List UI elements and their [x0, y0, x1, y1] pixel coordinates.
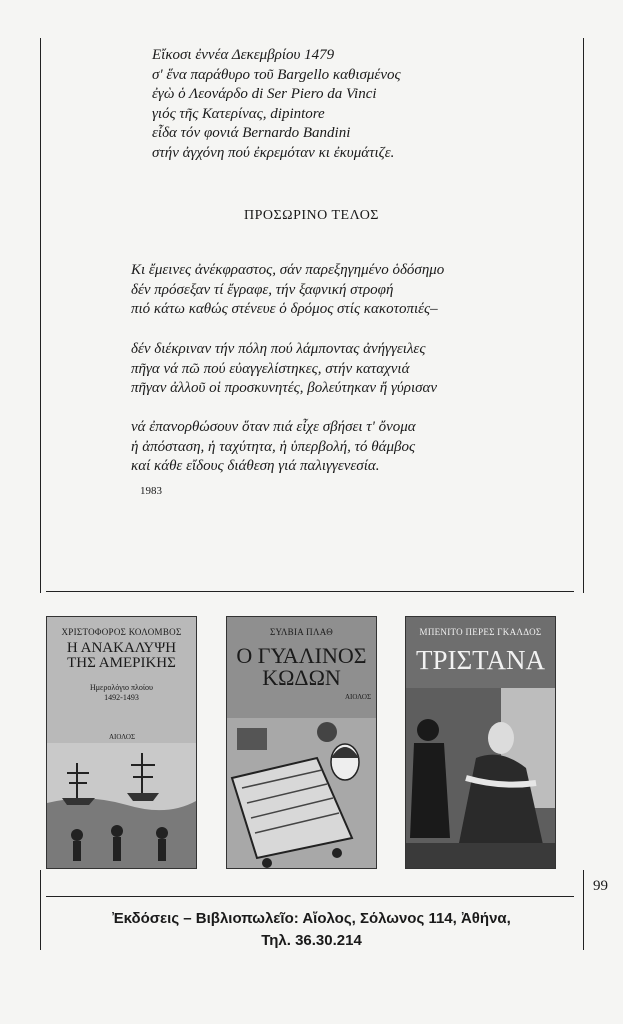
poem-line: εἶδα τόν φονιά Bernardo Bandini: [152, 125, 351, 141]
book-author: ΜΠΕΝΙΤΟ ΠΕΡΕΣ ΓΚΑΛΔΟΣ: [419, 627, 542, 637]
book-title-line: Ο ΓΥΑΛΙΝΟΣ: [236, 643, 367, 668]
right-margin-rule: [583, 38, 584, 593]
poem-intro: [152, 46, 401, 163]
book-subtitle-line: Ημερολόγιο πλοίου: [89, 683, 153, 692]
book-cover-columbus: [46, 616, 197, 869]
poem-line: πῆγα νά πῶ πού εὐαγγελίστηκες, στήν καταχνιά: [131, 360, 410, 377]
book-title: ΤΡΙΣΤΑΝΑ: [415, 645, 546, 675]
book-subtitle-line: 1492-1493: [104, 693, 139, 702]
publisher-address: Ἐκδόσεις – Βιβλιοπωλεῖο: Αἴολος, Σόλωνος 114, Ἀθήνα,: [112, 910, 511, 927]
book-cover-tristana: [405, 616, 556, 869]
poem-year: 1983: [140, 485, 162, 497]
book-title: [47, 641, 196, 671]
divider-top: [46, 591, 574, 592]
poem-line: καί κάθε εἴδους διάθεση γιά παλιγγενεσία.: [131, 458, 380, 474]
poem-line: Εἴκοσι ἐννέα Δεκεμβρίου 1479: [152, 47, 335, 63]
book-subtitle: [47, 683, 196, 703]
poem-line: στήν ἀγχόνη πού ἐκρεμόταν κι ἐκυμάτιζε.: [152, 144, 395, 161]
poem-line: πιό κάτω καθώς στένευε ὁ δρόμος στίς κακοτοπιές–: [131, 301, 438, 317]
left-margin-rule: [40, 38, 41, 593]
poem-line: γιός τῆς Κατερίνας, dipintore: [152, 105, 325, 122]
page-number: 99: [593, 878, 608, 894]
book-title: [227, 645, 376, 689]
book-title-line: ΤΗΣ ΑΜΕΡΙΚΗΣ: [67, 655, 176, 671]
book-cover-plath: [226, 616, 377, 869]
book-title-line: Η ΑΝΑΚΑΛΥΨΗ: [66, 640, 177, 656]
poem-line: ἡ ἀπόσταση, ἡ ταχύτητα, ἡ ὑπερβολή, τό θάμβος: [131, 438, 416, 455]
poem-stanza-3: [131, 418, 416, 477]
publisher-phone: Τηλ. 36.30.214: [261, 932, 362, 949]
book-author: ΧΡΙΣΤΟΦΟΡΟΣ ΚΟΛΟΜΒΟΣ: [61, 627, 182, 637]
book-title-line: ΚΩΔΩΝ: [262, 665, 341, 690]
publisher-mark: ΑΙΟΛΟΣ: [345, 693, 372, 701]
poem-line: Κι ἔμεινες ἀνέκφραστος, σάν παρεξηγημένο ὁδόσημο: [131, 262, 445, 278]
book-author: ΣΥΛΒΙΑ ΠΛΑΘ: [270, 627, 333, 637]
poem-line: ἐγὼ ὁ Λεονάρδο di Ser Piero da Vinci: [152, 86, 377, 102]
poem-line: σ' ἕνα παράθυρο τοῦ Bargello καθισμένος: [152, 66, 401, 83]
ships-illustration: [47, 743, 196, 868]
section-title: ΠΡΟΣΩΡΙΝΟ ΤΕΛΟΣ: [244, 208, 379, 223]
poem-stanza-1: [131, 261, 444, 320]
poem-line: πῆγαν ἀλλοῦ οἱ προσκυνητές, βολεύτηκαν ἤ γύρισαν: [131, 380, 438, 396]
poem-line: νά ἐπανορθώσουν ὅταν πιά εἶχε σβήσει τ' ὄνομα: [131, 419, 416, 435]
poem-line: δέν διέκριναν τήν πόλη πού λάμποντας ἀνήγγειλες: [131, 341, 426, 357]
painting-illustration: [406, 688, 555, 868]
divider-bottom: [46, 896, 574, 897]
publisher-mark: ΑΙΟΛΟΣ: [109, 733, 136, 741]
woman-in-chair-illustration: [227, 718, 376, 868]
poem-stanza-2: [131, 340, 437, 399]
poem-line: δέν πρόσεξαν τί ἔγραφε, τήν ξαφνική στροφή: [131, 281, 394, 298]
